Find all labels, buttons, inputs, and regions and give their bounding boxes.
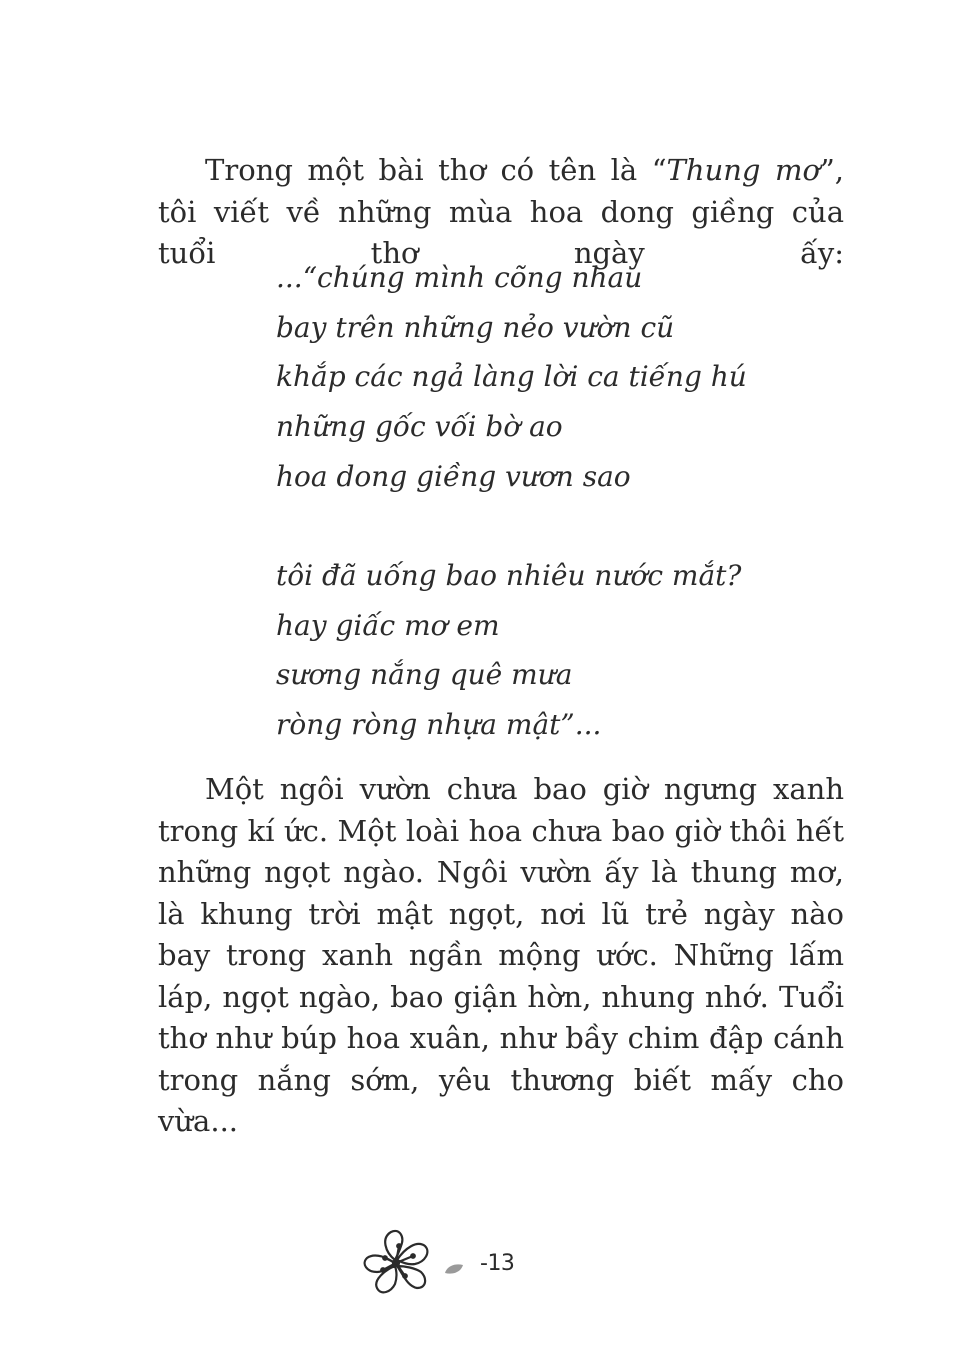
poem-stanza-2: [276, 551, 741, 750]
poem-stanza-1: [276, 253, 747, 502]
poem-line: hoa dong giềng vươn sao: [276, 459, 631, 493]
poem-line: những gốc vối bờ ao: [276, 410, 563, 444]
poem-line: sương nắng quê mưa: [276, 658, 573, 692]
poem-line: bay trên những nẻo vườn cũ: [276, 310, 675, 344]
page-number: -13: [480, 1251, 515, 1276]
poem-title: Thung mơ: [666, 153, 820, 187]
poem-line: ròng ròng nhựa mật”...: [276, 708, 602, 742]
closing-paragraph: Một ngôi vườn chưa bao giờ ngưng xanh trong kí ức. Một loài hoa chưa bao giờ thôi hết những ngọt ngào. Ngôi vườn ấy là thung mơ, là khung trời mật ngọt, nơi lũ trẻ ngày nào bay trong xanh ngần mộng ước. Những lấm láp, ngọt ngào, bao giận hờn, nhung nhớ. Tuổi thơ như búp hoa xuân, như bầy chim đập cánh trong nắng sớm, yêu thương biết mấy cho vừa...: [158, 772, 844, 1138]
intro-text-before: Trong một bài thơ có tên là “: [205, 153, 667, 187]
intro-text-after: ”, tôi viết về những mùa hoa dong giềng của tuổi thơ ngày ấy:: [158, 153, 844, 270]
poem-line: khắp các ngả làng lời ca tiếng hú: [276, 360, 747, 394]
poem-line: ...“chúng mình cõng nhau: [276, 261, 643, 294]
petal-icon: [443, 1262, 465, 1276]
blossom-icon: [355, 1222, 435, 1302]
poem-line: tôi đã uống bao nhiêu nước mắt?: [276, 559, 742, 592]
poem-line: hay giấc mơ em: [276, 608, 500, 642]
page-footer: [355, 1222, 555, 1302]
